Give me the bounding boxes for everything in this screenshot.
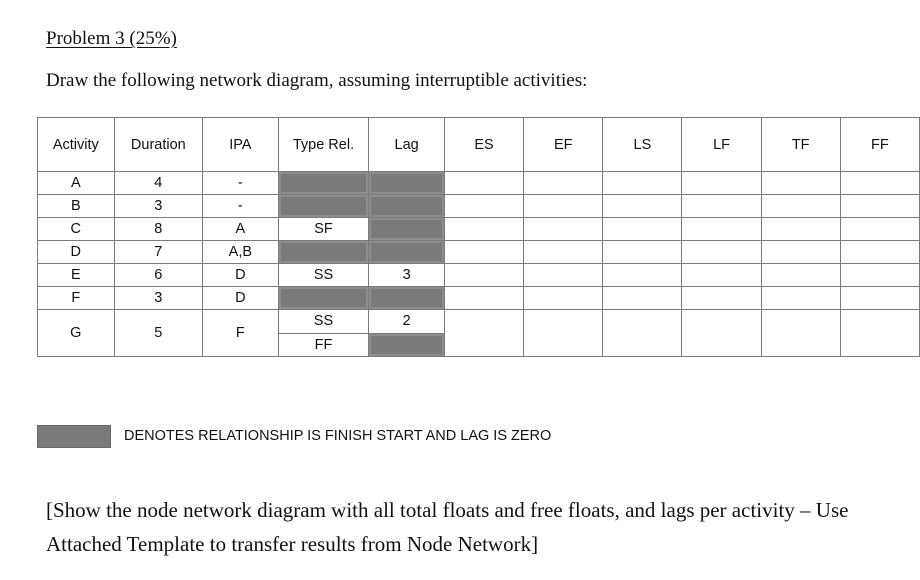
lf-cell	[682, 310, 761, 357]
table-row	[38, 195, 920, 218]
instruction-text: Draw the following network diagram, assuming interruptible activities:	[46, 70, 588, 91]
lf-cell	[682, 218, 761, 241]
type-rel-cell: SS	[278, 264, 369, 287]
table-row	[38, 218, 920, 241]
es-cell	[444, 310, 523, 357]
type-rel-cell: SF	[278, 218, 369, 241]
es-cell	[444, 264, 523, 287]
activity-cell: F	[38, 287, 115, 310]
activity-cell: D	[38, 241, 115, 264]
ef-cell	[524, 218, 603, 241]
column-header: TF	[761, 118, 840, 172]
ff-cell	[840, 218, 919, 241]
column-header: Lag	[369, 118, 445, 172]
lf-cell	[682, 172, 761, 195]
tf-cell	[761, 172, 840, 195]
duration-cell: 7	[114, 241, 202, 264]
ef-cell	[524, 241, 603, 264]
type-rel-cell: FF	[278, 333, 369, 357]
ef-cell	[524, 264, 603, 287]
table-row	[38, 241, 920, 264]
ff-cell	[840, 264, 919, 287]
ls-cell	[603, 264, 682, 287]
activity-cell: E	[38, 264, 115, 287]
column-header: LS	[603, 118, 682, 172]
legend-swatch	[37, 425, 111, 448]
activity-cell: A	[38, 172, 115, 195]
ls-cell	[603, 195, 682, 218]
column-header: IPA	[203, 118, 279, 172]
ef-cell	[524, 310, 603, 357]
ef-cell	[524, 172, 603, 195]
tf-cell	[761, 310, 840, 357]
ff-cell	[840, 241, 919, 264]
ipa-cell: -	[203, 195, 279, 218]
column-header: FF	[840, 118, 919, 172]
lag-cell: 2	[369, 310, 445, 334]
ipa-cell: -	[203, 172, 279, 195]
ipa-cell: A,B	[203, 241, 279, 264]
es-cell	[444, 218, 523, 241]
type-rel-shaded-cell	[278, 287, 369, 310]
instruction-note: [Show the node network diagram with all total floats and free floats, and lags per activity – Use Attached Template to transfer results from Node Network]	[46, 498, 849, 556]
ipa-cell: F	[203, 310, 279, 357]
ls-cell	[603, 310, 682, 357]
tf-cell	[761, 287, 840, 310]
ipa-cell: A	[203, 218, 279, 241]
ipa-cell: D	[203, 264, 279, 287]
duration-cell: 8	[114, 218, 202, 241]
legend-text: DENOTES RELATIONSHIP IS FINISH START AND LAG IS ZERO	[124, 428, 552, 444]
lag-shaded-cell	[369, 287, 445, 310]
lf-cell	[682, 241, 761, 264]
table-row	[38, 310, 920, 334]
tf-cell	[761, 195, 840, 218]
duration-cell: 4	[114, 172, 202, 195]
ef-cell	[524, 195, 603, 218]
ipa-cell: D	[203, 287, 279, 310]
type-rel-shaded-cell	[278, 172, 369, 195]
lag-shaded-cell	[369, 195, 445, 218]
tf-cell	[761, 264, 840, 287]
lag-shaded-cell	[369, 172, 445, 195]
lf-cell	[682, 264, 761, 287]
tf-cell	[761, 218, 840, 241]
duration-cell: 3	[114, 287, 202, 310]
table-row	[38, 287, 920, 310]
type-rel-shaded-cell	[278, 195, 369, 218]
ff-cell	[840, 172, 919, 195]
ef-cell	[524, 287, 603, 310]
es-cell	[444, 195, 523, 218]
table-row	[38, 172, 920, 195]
column-header: ES	[444, 118, 523, 172]
column-header: Activity	[38, 118, 115, 172]
type-rel-cell: SS	[278, 310, 369, 334]
ff-cell	[840, 310, 919, 357]
activity-cell: G	[38, 310, 115, 357]
lf-cell	[682, 287, 761, 310]
column-header: Type Rel.	[278, 118, 369, 172]
lag-shaded-cell	[369, 218, 445, 241]
ls-cell	[603, 287, 682, 310]
ls-cell	[603, 241, 682, 264]
activity-cell: B	[38, 195, 115, 218]
column-header: EF	[524, 118, 603, 172]
lag-cell: 3	[369, 264, 445, 287]
es-cell	[444, 287, 523, 310]
column-header: Duration	[114, 118, 202, 172]
ls-cell	[603, 218, 682, 241]
duration-cell: 5	[114, 310, 202, 357]
es-cell	[444, 241, 523, 264]
problem-heading: Problem 3 (25%)	[46, 28, 177, 49]
ls-cell	[603, 172, 682, 195]
duration-cell: 6	[114, 264, 202, 287]
lag-shaded-cell	[369, 241, 445, 264]
activity-table	[37, 117, 920, 357]
table-header-row	[38, 118, 920, 172]
duration-cell: 3	[114, 195, 202, 218]
es-cell	[444, 172, 523, 195]
ff-cell	[840, 287, 919, 310]
lf-cell	[682, 195, 761, 218]
lag-shaded-cell	[369, 333, 445, 357]
ff-cell	[840, 195, 919, 218]
type-rel-shaded-cell	[278, 241, 369, 264]
tf-cell	[761, 241, 840, 264]
activity-cell: C	[38, 218, 115, 241]
table-row	[38, 264, 920, 287]
column-header: LF	[682, 118, 761, 172]
